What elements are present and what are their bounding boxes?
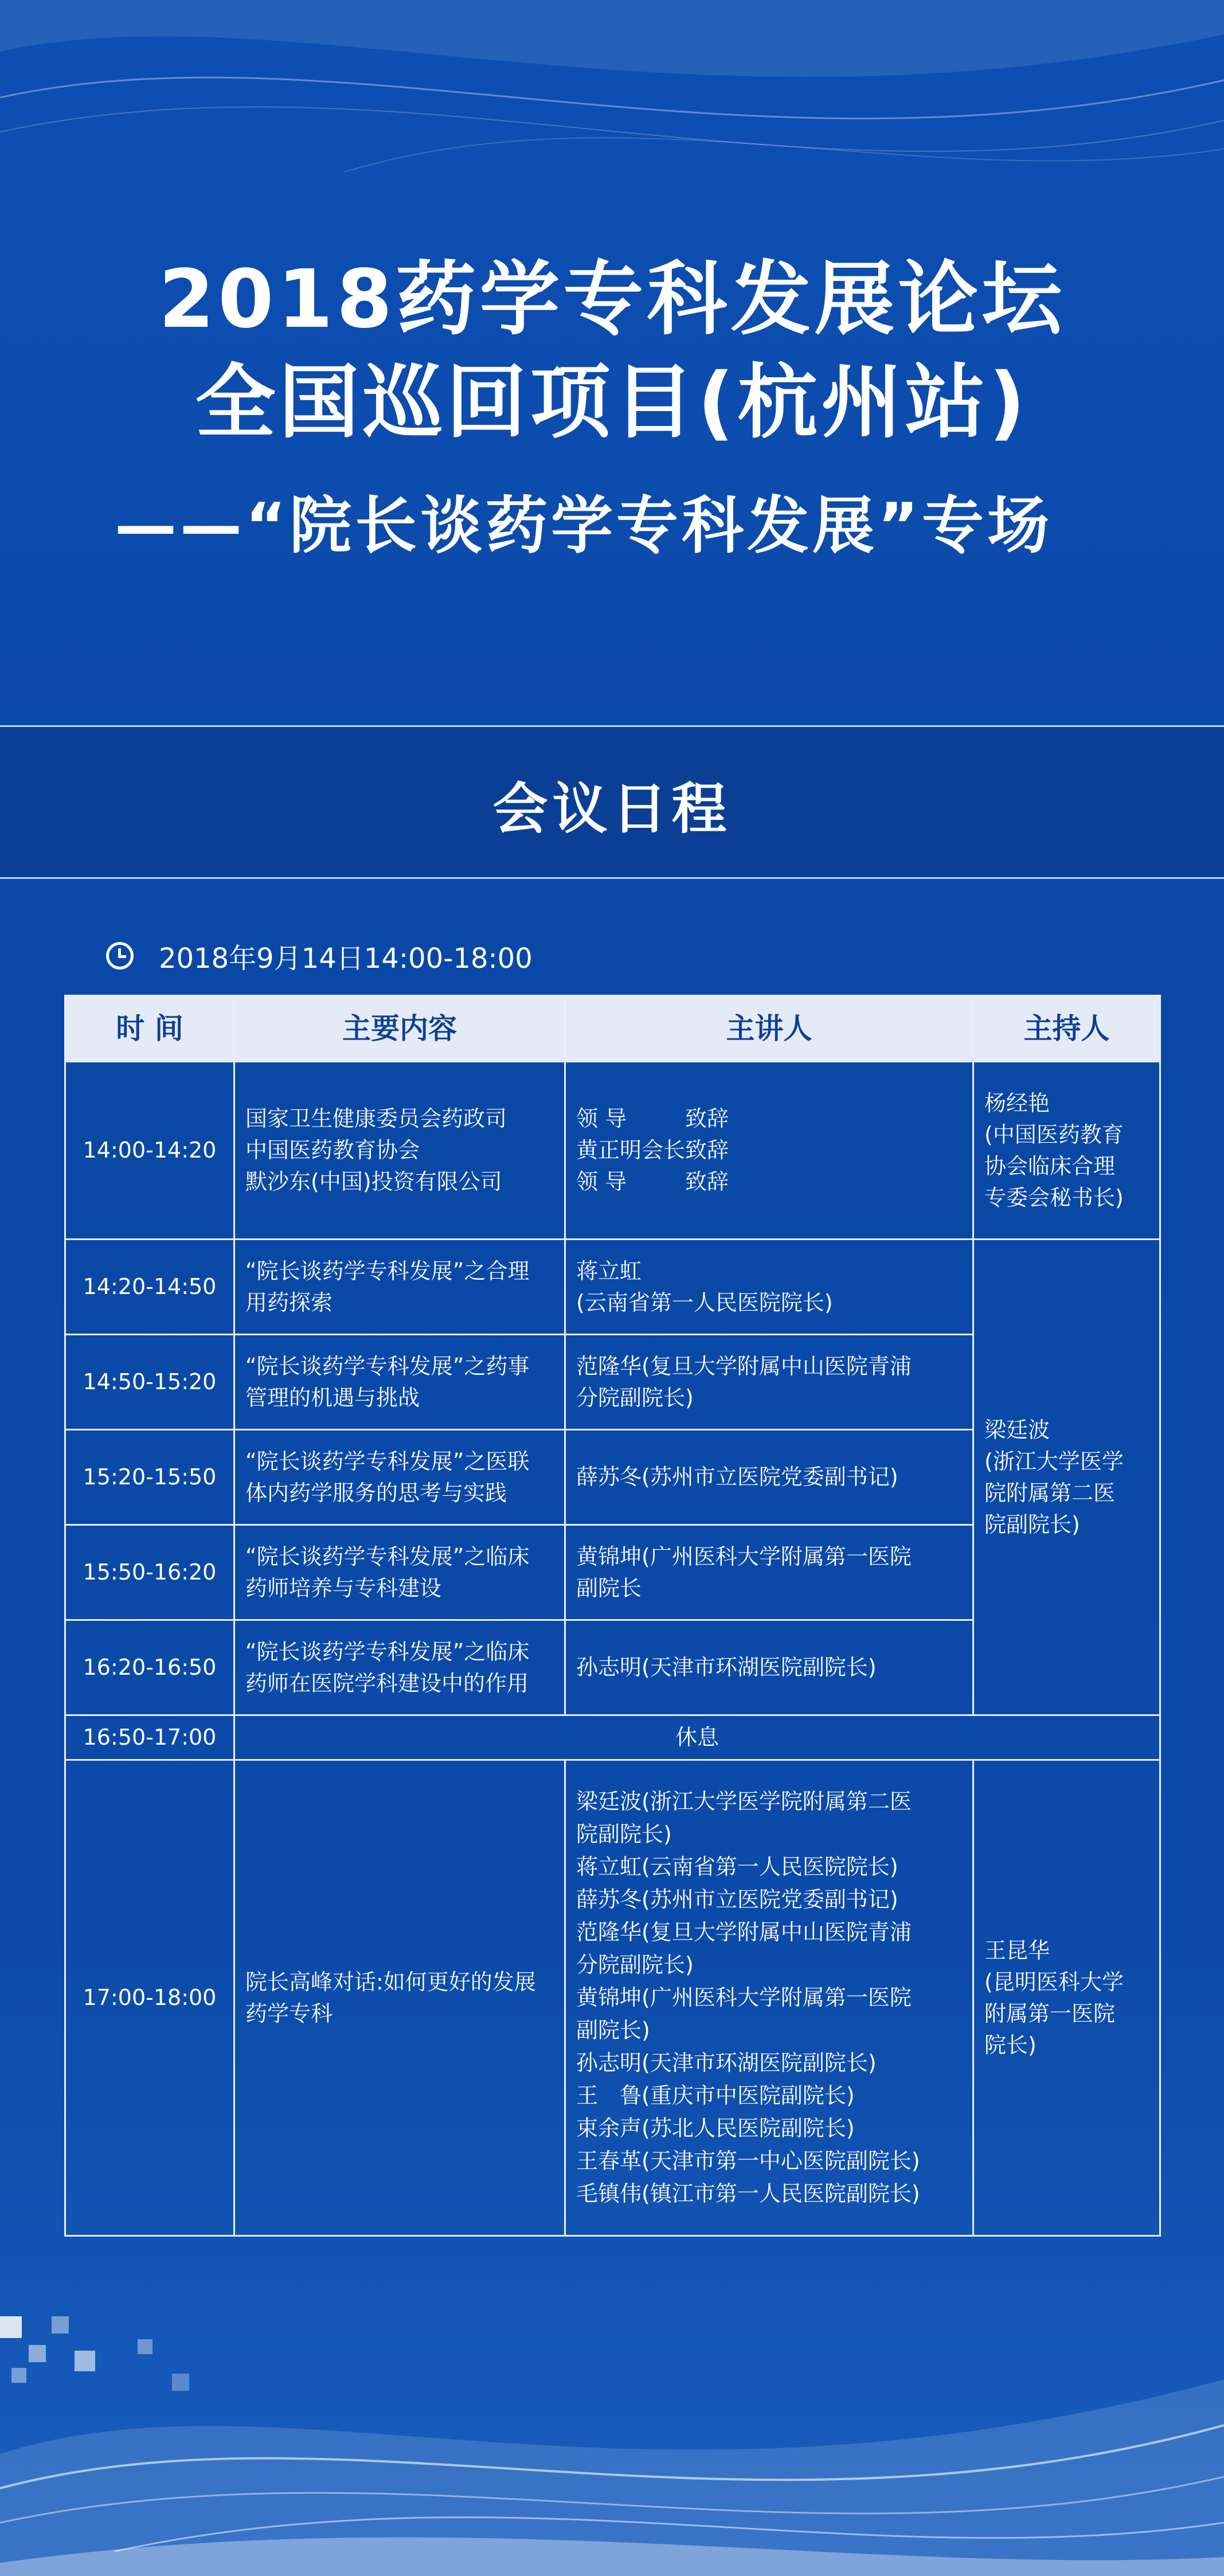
speaker-line: 副院长 [576, 1575, 642, 1601]
time-cell: 14:50-15:20 [65, 1335, 234, 1430]
date-time: 2018年9月14日14:00-18:00 [159, 942, 533, 975]
speaker-role: 致辞 [685, 1169, 729, 1194]
speaker-line: 范隆华(复旦大学附属中山医院青浦 [576, 1920, 912, 1945]
content-line: “院长谈药学专科发展”之医联 [245, 1448, 530, 1474]
time-cell: 14:00-14:20 [65, 1062, 234, 1240]
decor-square [172, 2374, 189, 2391]
time-cell: 16:50-17:00 [65, 1715, 234, 1760]
speaker-cell [565, 1240, 973, 1335]
content-cell [234, 1062, 565, 1240]
host-line: (中国医药教育 [984, 1121, 1124, 1147]
decor-square [75, 2351, 95, 2371]
content-line: 默沙东(中国)投资有限公司 [245, 1169, 502, 1194]
decor-square [52, 2316, 69, 2333]
speaker-line: 蒋立虹 [576, 1258, 642, 1284]
decor-square [29, 2345, 46, 2362]
table-row [65, 1760, 1160, 2236]
header-content: 主要内容 [234, 996, 565, 1062]
break-cell: 休息 [234, 1715, 1160, 1760]
speaker-line: 薛苏冬(苏州市立医院党委副书记) [576, 1887, 898, 1912]
content-line: 药学专科 [245, 2000, 333, 2026]
header-host: 主持人 [973, 996, 1160, 1062]
decor-square [138, 2339, 152, 2354]
host-line: 院长) [984, 2032, 1037, 2058]
schedule-table [64, 995, 1161, 2237]
title-line-3: ——“院长谈药学专科发展”专场 [115, 490, 1053, 562]
speaker-line: 孙志明(天津市环湖医院副院长) [576, 2050, 877, 2075]
speaker-role: 致辞 [685, 1106, 729, 1131]
time-cell: 17:00-18:00 [65, 1760, 234, 2236]
speaker-line: 薛苏冬(苏州市立医院党委副书记) [576, 1464, 898, 1490]
speaker-line: 束余声(苏北人民医院副院长) [576, 2116, 855, 2141]
host-line: 梁廷波 [984, 1417, 1050, 1443]
host-line: 王昆华 [984, 1937, 1050, 1963]
speaker-line [576, 1135, 962, 1166]
schedule-heading: 会议日程 [492, 777, 732, 841]
content-line: 药师培养与专科建设 [245, 1575, 442, 1601]
speaker-cell [565, 1430, 973, 1525]
speaker-line [576, 1103, 962, 1135]
header-time: 时 间 [65, 996, 234, 1062]
speaker-cell [565, 1760, 973, 2236]
host-cell [973, 1760, 1160, 2236]
speaker-line: 分院副院长) [576, 1385, 694, 1410]
speaker-cell [565, 1525, 973, 1620]
host-line: 院副院长) [984, 1511, 1080, 1537]
content-line: “院长谈药学专科发展”之临床 [245, 1543, 530, 1569]
content-line: 国家卫生健康委员会药政司 [245, 1106, 507, 1131]
speaker-name: 领 导 [576, 1106, 627, 1131]
content-line: 院长高峰对话:如何更好的发展 [245, 1969, 536, 1995]
content-line: 中国医药教育协会 [245, 1137, 420, 1163]
divider-top [0, 725, 1224, 727]
host-line: 专委会秘书长) [984, 1185, 1124, 1210]
title-line-1: 2018药学专科发展论坛 [158, 253, 1066, 346]
speaker-line: 黄锦坤(广州医科大学附属第一医院 [576, 1985, 912, 2010]
title-line-2: 全国巡回项目(杭州站) [195, 356, 1029, 449]
speaker-cell [565, 1062, 973, 1240]
content-line: “院长谈药学专科发展”之临床 [245, 1639, 530, 1664]
host-line: 院附属第二医 [984, 1480, 1116, 1506]
time-cell: 14:20-14:50 [65, 1240, 234, 1335]
host-line: 杨经艳 [984, 1090, 1050, 1116]
speaker-line [576, 1166, 962, 1198]
time-cell: 15:50-16:20 [65, 1525, 234, 1620]
content-cell [234, 1430, 565, 1525]
speaker-name: 黄正明会长 [576, 1137, 686, 1163]
content-cell [234, 1620, 565, 1715]
speaker-name: 领 导 [576, 1169, 627, 1194]
host-line: (昆明医科大学 [984, 1969, 1124, 1995]
divider-bottom [0, 877, 1224, 879]
content-line: 体内药学服务的思考与实践 [245, 1480, 507, 1506]
speaker-cell [565, 1335, 973, 1430]
time-cell: 16:20-16:50 [65, 1620, 234, 1715]
content-cell [234, 1335, 565, 1430]
speaker-line: 分院副院长) [576, 1952, 694, 1977]
header-speaker: 主讲人 [565, 996, 973, 1062]
decor-square [11, 2368, 26, 2383]
speaker-line: 王春革(天津市第一中心医院副院长) [576, 2148, 920, 2174]
speaker-line: 梁廷波(浙江大学医学院附属第二医 [576, 1789, 912, 1814]
speaker-role: 致辞 [685, 1137, 729, 1163]
table-row [65, 1062, 1160, 1240]
date-row [106, 936, 533, 976]
speaker-line: 王 鲁(重庆市中医院副院长) [576, 2083, 855, 2108]
host-line: 附属第一医院 [984, 2000, 1116, 2026]
host-cell [973, 1062, 1160, 1240]
content-cell [234, 1760, 565, 2236]
speaker-line: 副院长) [576, 2018, 650, 2043]
host-cell [973, 1240, 1160, 1715]
content-line: 管理的机遇与挑战 [245, 1385, 420, 1410]
speaker-line: 毛镇伟(镇江市第一人民医院副院长) [576, 2181, 920, 2206]
content-line: “院长谈药学专科发展”之药事 [245, 1353, 530, 1379]
content-line: 药师在医院学科建设中的作用 [245, 1670, 529, 1696]
speaker-line: 院副院长) [576, 1821, 672, 1847]
speaker-line: 黄锦坤(广州医科大学附属第一医院 [576, 1543, 912, 1569]
table-row [65, 1240, 1160, 1335]
content-line: “院长谈药学专科发展”之合理 [245, 1258, 530, 1284]
host-line: (浙江大学医学 [984, 1448, 1124, 1474]
speaker-line: 蒋立虹(云南省第一人民医院院长) [576, 1854, 898, 1879]
speaker-line: 范隆华(复旦大学附属中山医院青浦 [576, 1353, 912, 1379]
clock-icon [106, 942, 134, 970]
table-row-break [65, 1715, 1160, 1760]
time-cell: 15:20-15:50 [65, 1430, 234, 1525]
table-header-row [65, 996, 1160, 1062]
speaker-line: (云南省第一人民医院院长) [576, 1289, 833, 1315]
host-line: 协会临床合理 [984, 1153, 1116, 1179]
content-cell [234, 1240, 565, 1335]
decor-square [0, 2316, 22, 2338]
speaker-cell [565, 1620, 973, 1715]
content-cell [234, 1525, 565, 1620]
content-line: 用药探索 [245, 1289, 333, 1315]
speaker-line: 孙志明(天津市环湖医院副院长) [576, 1655, 877, 1680]
